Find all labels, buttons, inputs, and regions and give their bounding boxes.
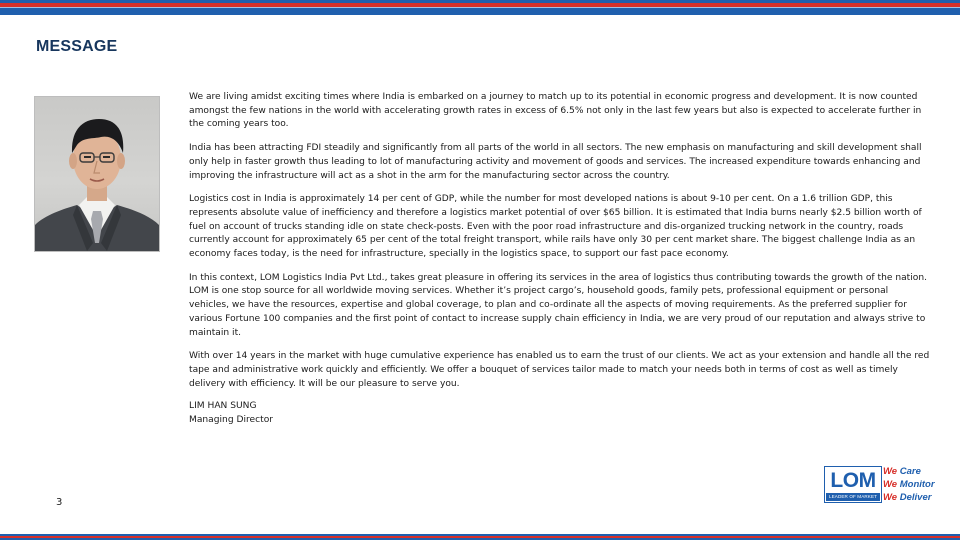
lom-logo-tagline: LEADER OF MARKET <box>826 493 880 501</box>
top-banner-highlight <box>0 7 960 8</box>
top-banner <box>0 0 960 15</box>
message-paragraph: We are living amidst exciting times where India is embarked on a journey to match up to its potential in economic progress and development. It is now counted amongst the few nations in the world with accelerating growth rates in excess of 6.5% not only in the last few years but also is expected to accelerate further in the coming years too. <box>189 92 922 130</box>
lom-logo <box>824 466 882 503</box>
signature-name: LIM HAN SUNG <box>189 401 257 412</box>
bottom-banner <box>0 534 960 540</box>
slogan-line: We Deliver <box>883 492 932 503</box>
message-paragraph: With over 14 years in the market with huge cumulative experience has enabled us to earn the trust of our clients. We act as your extension and handle all the red tape and administrative work quickly and efficiently. We offer a bouquet of services tailor made to match your needs both in terms of cost as well as timely delivery with efficiency. It will be our pleasure to serve you. <box>189 351 930 389</box>
bottom-banner-red-stripe <box>0 536 960 538</box>
director-portrait-icon <box>35 97 159 251</box>
message-paragraph: Logistics cost in India is approximately 14 per cent of GDP, while the number for most developed nations is about 9-10 per cent. On a 1.6 trillion GDP, this represents absolute value of inefficiency and therefore a logistics market potential of over $65 billion. It is estimated that India burns nearly $2.5 billion worth of fuel on account of trucks standing idle on state check-posts. Even with the poor road infrastructure and dis-organized trucking network in the country, roads currently account for approximately 65 per cent of the total freight transport, while rails have only 30 per cent market share. The biggest challenge India as an economy faces today, is the need for infrastructure, specially in the logistics space, to support our fast pace economy. <box>189 194 922 260</box>
signature-block <box>189 400 931 427</box>
message-body <box>189 91 931 428</box>
message-paragraph: India has been attracting FDI steadily and significantly from all parts of the world in all sectors. The new emphasis on manufacturing and skill development shall only help in faster growth thus leading to lot of manufacturing activity and movement of goods and services. The increased expenditure towards enhancing and improving the infrastructure will act as a shot in the arm for the manufacturing sector across the country. <box>189 143 922 181</box>
lom-logo-text: LOM <box>830 469 876 492</box>
slogan <box>883 465 935 504</box>
page-title: MESSAGE <box>36 38 118 55</box>
message-paragraph: In this context, LOM Logistics India Pvt Ltd., takes great pleasure in offering its services in the area of logistics thus contributing towards the growth of the nation. LOM is one stop source for all worldwide moving services. Whether it’s project cargo’s, household goods, family pets, professional equipment or personal vehicles, we have the resources, expertise and global coverage, to plan and co-ordinate all the aspects of moving requirements. As the preferred supplier for various Fortune 100 companies and the first point of contact to increase supply chain efficiency in India, we are very proud of our reputation and always strive to maintain it. <box>189 272 927 338</box>
page-number: 3 <box>56 497 63 508</box>
slogan-line: We Monitor <box>883 479 935 490</box>
slogan-line: We Care <box>883 466 921 477</box>
signature-title: Managing Director <box>189 415 274 426</box>
director-photo <box>34 96 160 252</box>
